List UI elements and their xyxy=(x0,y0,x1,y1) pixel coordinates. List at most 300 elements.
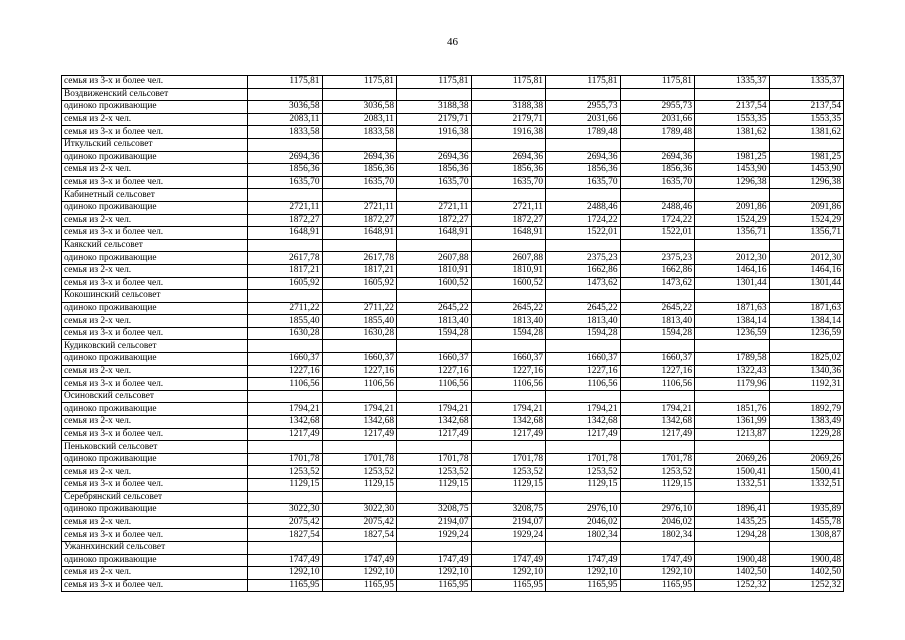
value-cell: 1635,70 xyxy=(546,176,621,189)
empty-cell xyxy=(695,239,770,252)
value-cell: 1660,37 xyxy=(397,353,472,366)
value-cell: 1701,78 xyxy=(620,453,695,466)
empty-cell xyxy=(546,491,621,504)
table-row xyxy=(62,315,844,328)
section-header-row xyxy=(62,290,844,303)
empty-cell xyxy=(620,390,695,403)
value-cell: 1747,49 xyxy=(546,554,621,567)
row-label: одиноко проживающие xyxy=(62,201,248,214)
value-cell: 1292,10 xyxy=(471,567,546,580)
table-row xyxy=(62,277,844,290)
row-label: семья из 2-х чел. xyxy=(62,516,248,529)
value-cell: 1292,10 xyxy=(620,567,695,580)
value-cell: 2607,88 xyxy=(471,252,546,265)
value-cell: 1660,37 xyxy=(620,353,695,366)
value-cell: 1332,51 xyxy=(695,479,770,492)
table-row xyxy=(62,403,844,416)
value-cell: 1900,48 xyxy=(695,554,770,567)
value-cell: 1500,41 xyxy=(695,466,770,479)
row-label: семья из 2-х чел. xyxy=(62,113,248,126)
value-cell: 1810,91 xyxy=(397,264,472,277)
value-cell: 3022,30 xyxy=(248,504,323,517)
row-label: одиноко проживающие xyxy=(62,101,248,114)
value-cell: 1833,58 xyxy=(248,126,323,139)
value-cell: 1217,49 xyxy=(471,428,546,441)
empty-cell xyxy=(471,88,546,101)
value-cell: 1630,28 xyxy=(248,327,323,340)
empty-cell xyxy=(769,491,844,504)
value-cell: 1402,50 xyxy=(695,567,770,580)
value-cell: 1301,44 xyxy=(769,277,844,290)
empty-cell xyxy=(620,491,695,504)
value-cell: 1810,91 xyxy=(471,264,546,277)
row-label: семья из 2-х чел. xyxy=(62,164,248,177)
value-cell: 1701,78 xyxy=(471,453,546,466)
table-row xyxy=(62,201,844,214)
value-cell: 1129,15 xyxy=(471,479,546,492)
value-cell: 1253,52 xyxy=(471,466,546,479)
empty-cell xyxy=(397,189,472,202)
value-cell: 2721,11 xyxy=(322,201,397,214)
value-cell: 1253,52 xyxy=(620,466,695,479)
value-cell: 1871,63 xyxy=(695,302,770,315)
value-cell: 2617,78 xyxy=(322,252,397,265)
value-cell: 1322,43 xyxy=(695,365,770,378)
section-header-row xyxy=(62,239,844,252)
value-cell: 2645,22 xyxy=(546,302,621,315)
empty-cell xyxy=(546,239,621,252)
value-cell: 3188,38 xyxy=(397,101,472,114)
table-row xyxy=(62,378,844,391)
empty-cell xyxy=(769,290,844,303)
value-cell: 1662,86 xyxy=(546,264,621,277)
value-cell: 1252,32 xyxy=(769,579,844,592)
value-cell: 2955,73 xyxy=(546,101,621,114)
value-cell: 1165,95 xyxy=(248,579,323,592)
value-cell: 1217,49 xyxy=(620,428,695,441)
value-cell: 1747,49 xyxy=(471,554,546,567)
value-cell: 1236,59 xyxy=(695,327,770,340)
empty-cell xyxy=(322,189,397,202)
table-row xyxy=(62,516,844,529)
value-cell: 2375,23 xyxy=(546,252,621,265)
row-label: семья из 2-х чел. xyxy=(62,214,248,227)
value-cell: 1648,91 xyxy=(248,227,323,240)
row-label: одиноко проживающие xyxy=(62,302,248,315)
value-cell: 2031,66 xyxy=(620,113,695,126)
value-cell: 2955,73 xyxy=(620,101,695,114)
value-cell: 1342,68 xyxy=(397,416,472,429)
table-row xyxy=(62,151,844,164)
value-cell: 1473,62 xyxy=(620,277,695,290)
value-cell: 1794,21 xyxy=(397,403,472,416)
value-cell: 1660,37 xyxy=(248,353,323,366)
empty-cell xyxy=(695,390,770,403)
value-cell: 2694,36 xyxy=(471,151,546,164)
value-cell: 1981,25 xyxy=(695,151,770,164)
value-cell: 1227,16 xyxy=(322,365,397,378)
value-cell: 1600,52 xyxy=(471,277,546,290)
section-title: Воздвиженский сельсовет xyxy=(62,88,248,101)
empty-cell xyxy=(471,491,546,504)
empty-cell xyxy=(471,239,546,252)
value-cell: 1165,95 xyxy=(397,579,472,592)
empty-cell xyxy=(248,491,323,504)
value-cell: 1701,78 xyxy=(322,453,397,466)
value-cell: 2617,78 xyxy=(248,252,323,265)
table-row xyxy=(62,214,844,227)
value-cell: 1605,92 xyxy=(248,277,323,290)
value-cell: 1217,49 xyxy=(322,428,397,441)
value-cell: 2976,10 xyxy=(620,504,695,517)
value-cell: 1817,21 xyxy=(322,264,397,277)
section-title: Осиновский сельсовет xyxy=(62,390,248,403)
value-cell: 1872,27 xyxy=(471,214,546,227)
value-cell: 1253,52 xyxy=(397,466,472,479)
value-cell: 1335,37 xyxy=(695,76,770,89)
value-cell: 1916,38 xyxy=(397,126,472,139)
value-cell: 1872,27 xyxy=(322,214,397,227)
value-cell: 1129,15 xyxy=(397,479,472,492)
value-cell: 1381,62 xyxy=(769,126,844,139)
value-cell: 2694,36 xyxy=(322,151,397,164)
value-cell: 1435,25 xyxy=(695,516,770,529)
value-cell: 1851,76 xyxy=(695,403,770,416)
value-cell: 3208,75 xyxy=(471,504,546,517)
value-cell: 1308,87 xyxy=(769,529,844,542)
value-cell: 1747,49 xyxy=(248,554,323,567)
value-cell: 1175,81 xyxy=(471,76,546,89)
table-row xyxy=(62,466,844,479)
value-cell: 1635,70 xyxy=(620,176,695,189)
value-cell: 1253,52 xyxy=(322,466,397,479)
table-row xyxy=(62,302,844,315)
value-cell: 2694,36 xyxy=(620,151,695,164)
value-cell: 1802,34 xyxy=(620,529,695,542)
row-label: семья из 2-х чел. xyxy=(62,365,248,378)
value-cell: 1227,16 xyxy=(620,365,695,378)
value-cell: 2075,42 xyxy=(322,516,397,529)
value-cell: 1794,21 xyxy=(471,403,546,416)
empty-cell xyxy=(248,390,323,403)
value-cell: 1813,40 xyxy=(620,315,695,328)
empty-cell xyxy=(248,189,323,202)
section-title: Ужаннхинский сельсовет xyxy=(62,541,248,554)
value-cell: 1660,37 xyxy=(322,353,397,366)
empty-cell xyxy=(546,441,621,454)
empty-cell xyxy=(546,138,621,151)
empty-cell xyxy=(322,138,397,151)
section-title: Иткульский сельсовет xyxy=(62,138,248,151)
value-cell: 1227,16 xyxy=(397,365,472,378)
section-title: Кабинетный сельсовет xyxy=(62,189,248,202)
value-cell: 1524,29 xyxy=(695,214,770,227)
empty-cell xyxy=(248,138,323,151)
empty-cell xyxy=(546,290,621,303)
table-row xyxy=(62,365,844,378)
table-row xyxy=(62,416,844,429)
row-label: семья из 3-х и более чел. xyxy=(62,378,248,391)
table-row xyxy=(62,252,844,265)
value-cell: 1227,16 xyxy=(546,365,621,378)
value-cell: 1217,49 xyxy=(397,428,472,441)
row-label: одиноко проживающие xyxy=(62,353,248,366)
empty-cell xyxy=(471,290,546,303)
value-cell: 2711,22 xyxy=(322,302,397,315)
value-cell: 1648,91 xyxy=(322,227,397,240)
empty-cell xyxy=(248,441,323,454)
empty-cell xyxy=(620,138,695,151)
value-cell: 1648,91 xyxy=(471,227,546,240)
value-cell: 1605,92 xyxy=(322,277,397,290)
value-cell: 1335,37 xyxy=(769,76,844,89)
value-cell: 1660,37 xyxy=(546,353,621,366)
empty-cell xyxy=(769,390,844,403)
value-cell: 1342,68 xyxy=(248,416,323,429)
value-cell: 1106,56 xyxy=(471,378,546,391)
value-cell: 2194,07 xyxy=(397,516,472,529)
empty-cell xyxy=(695,88,770,101)
value-cell: 3188,38 xyxy=(471,101,546,114)
value-cell: 1342,68 xyxy=(620,416,695,429)
table-row xyxy=(62,264,844,277)
value-cell: 2976,10 xyxy=(546,504,621,517)
value-cell: 1129,15 xyxy=(322,479,397,492)
value-cell: 1929,24 xyxy=(471,529,546,542)
row-label: семья из 3-х и более чел. xyxy=(62,227,248,240)
empty-cell xyxy=(322,541,397,554)
table-row xyxy=(62,164,844,177)
empty-cell xyxy=(248,340,323,353)
value-cell: 1635,70 xyxy=(322,176,397,189)
empty-cell xyxy=(397,340,472,353)
value-cell: 1229,28 xyxy=(769,428,844,441)
value-cell: 1662,86 xyxy=(620,264,695,277)
value-cell: 1453,90 xyxy=(695,164,770,177)
table-row xyxy=(62,529,844,542)
row-label: одиноко проживающие xyxy=(62,151,248,164)
section-title: Серебрянский сельсовет xyxy=(62,491,248,504)
value-cell: 1292,10 xyxy=(546,567,621,580)
value-cell: 1916,38 xyxy=(471,126,546,139)
table-row xyxy=(62,453,844,466)
empty-cell xyxy=(695,340,770,353)
section-header-row xyxy=(62,390,844,403)
empty-cell xyxy=(471,189,546,202)
value-cell: 3036,58 xyxy=(322,101,397,114)
value-cell: 1227,16 xyxy=(248,365,323,378)
empty-cell xyxy=(397,88,472,101)
empty-cell xyxy=(769,138,844,151)
value-cell: 1635,70 xyxy=(397,176,472,189)
empty-cell xyxy=(620,88,695,101)
value-cell: 1892,79 xyxy=(769,403,844,416)
value-cell: 1253,52 xyxy=(546,466,621,479)
page-number: 46 xyxy=(447,36,458,48)
value-cell: 1724,22 xyxy=(620,214,695,227)
section-title: Кокошинский сельсовет xyxy=(62,290,248,303)
empty-cell xyxy=(322,290,397,303)
value-cell: 2046,02 xyxy=(546,516,621,529)
table-row xyxy=(62,554,844,567)
value-cell: 1794,21 xyxy=(322,403,397,416)
table-row xyxy=(62,479,844,492)
empty-cell xyxy=(397,138,472,151)
value-cell: 1660,37 xyxy=(471,353,546,366)
value-cell: 3036,58 xyxy=(248,101,323,114)
value-cell: 1165,95 xyxy=(620,579,695,592)
value-cell: 2488,46 xyxy=(546,201,621,214)
empty-cell xyxy=(620,340,695,353)
section-title: Каякский сельсовет xyxy=(62,239,248,252)
value-cell: 1600,52 xyxy=(397,277,472,290)
empty-cell xyxy=(471,541,546,554)
value-cell: 2645,22 xyxy=(471,302,546,315)
table-row xyxy=(62,101,844,114)
value-cell: 2179,71 xyxy=(397,113,472,126)
table-row xyxy=(62,567,844,580)
value-cell: 1296,38 xyxy=(769,176,844,189)
value-cell: 1236,59 xyxy=(769,327,844,340)
value-cell: 1813,40 xyxy=(471,315,546,328)
empty-cell xyxy=(695,290,770,303)
value-cell: 1594,28 xyxy=(620,327,695,340)
value-cell: 1522,01 xyxy=(546,227,621,240)
empty-cell xyxy=(769,340,844,353)
value-cell: 3022,30 xyxy=(322,504,397,517)
value-cell: 2194,07 xyxy=(471,516,546,529)
value-cell: 1594,28 xyxy=(471,327,546,340)
value-cell: 2645,22 xyxy=(620,302,695,315)
empty-cell xyxy=(322,441,397,454)
value-cell: 1500,41 xyxy=(769,466,844,479)
tariff-table xyxy=(61,75,844,592)
value-cell: 1361,99 xyxy=(695,416,770,429)
value-cell: 1747,49 xyxy=(620,554,695,567)
value-cell: 1747,49 xyxy=(397,554,472,567)
value-cell: 1402,50 xyxy=(769,567,844,580)
value-cell: 2091,86 xyxy=(695,201,770,214)
value-cell: 1342,68 xyxy=(546,416,621,429)
value-cell: 2711,22 xyxy=(248,302,323,315)
empty-cell xyxy=(620,239,695,252)
value-cell: 1825,02 xyxy=(769,353,844,366)
value-cell: 2012,30 xyxy=(769,252,844,265)
value-cell: 2083,11 xyxy=(322,113,397,126)
value-cell: 1292,10 xyxy=(397,567,472,580)
empty-cell xyxy=(397,441,472,454)
row-label: семья из 2-х чел. xyxy=(62,567,248,580)
empty-cell xyxy=(322,88,397,101)
value-cell: 1473,62 xyxy=(546,277,621,290)
value-cell: 1794,21 xyxy=(248,403,323,416)
row-label: семья из 3-х и более чел. xyxy=(62,579,248,592)
value-cell: 1896,41 xyxy=(695,504,770,517)
value-cell: 1332,51 xyxy=(769,479,844,492)
value-cell: 2069,26 xyxy=(695,453,770,466)
value-cell: 1175,81 xyxy=(546,76,621,89)
table-row xyxy=(62,176,844,189)
value-cell: 2083,11 xyxy=(248,113,323,126)
empty-cell xyxy=(769,239,844,252)
value-cell: 2375,23 xyxy=(620,252,695,265)
empty-cell xyxy=(397,541,472,554)
value-cell: 1175,81 xyxy=(248,76,323,89)
value-cell: 2091,86 xyxy=(769,201,844,214)
value-cell: 1747,49 xyxy=(322,554,397,567)
empty-cell xyxy=(546,340,621,353)
value-cell: 1165,95 xyxy=(471,579,546,592)
value-cell: 1217,49 xyxy=(248,428,323,441)
value-cell: 2031,66 xyxy=(546,113,621,126)
empty-cell xyxy=(471,340,546,353)
value-cell: 1871,63 xyxy=(769,302,844,315)
section-title: Кудиковский сельсовет xyxy=(62,340,248,353)
value-cell: 1522,01 xyxy=(620,227,695,240)
value-cell: 1340,36 xyxy=(769,365,844,378)
value-cell: 2137,54 xyxy=(769,101,844,114)
value-cell: 1356,71 xyxy=(769,227,844,240)
value-cell: 1129,15 xyxy=(546,479,621,492)
value-cell: 2721,11 xyxy=(471,201,546,214)
empty-cell xyxy=(397,390,472,403)
value-cell: 1106,56 xyxy=(397,378,472,391)
row-label: одиноко проживающие xyxy=(62,252,248,265)
value-cell: 1192,31 xyxy=(769,378,844,391)
empty-cell xyxy=(546,88,621,101)
row-label: семья из 2-х чел. xyxy=(62,416,248,429)
value-cell: 1900,48 xyxy=(769,554,844,567)
table-row xyxy=(62,126,844,139)
value-cell: 1701,78 xyxy=(546,453,621,466)
value-cell: 1179,96 xyxy=(695,378,770,391)
empty-cell xyxy=(695,491,770,504)
value-cell: 1453,90 xyxy=(769,164,844,177)
value-cell: 1356,71 xyxy=(695,227,770,240)
value-cell: 1856,36 xyxy=(248,164,323,177)
value-cell: 1464,16 xyxy=(769,264,844,277)
value-cell: 1106,56 xyxy=(248,378,323,391)
value-cell: 1856,36 xyxy=(322,164,397,177)
value-cell: 1165,95 xyxy=(322,579,397,592)
value-cell: 1292,10 xyxy=(322,567,397,580)
value-cell: 1827,54 xyxy=(322,529,397,542)
empty-cell xyxy=(397,290,472,303)
value-cell: 1342,68 xyxy=(322,416,397,429)
value-cell: 1524,29 xyxy=(769,214,844,227)
row-label: семья из 2-х чел. xyxy=(62,315,248,328)
empty-cell xyxy=(695,189,770,202)
empty-cell xyxy=(620,189,695,202)
row-label: семья из 3-х и более чел. xyxy=(62,76,248,89)
value-cell: 1253,52 xyxy=(248,466,323,479)
value-cell: 1342,68 xyxy=(471,416,546,429)
value-cell: 1935,89 xyxy=(769,504,844,517)
section-header-row xyxy=(62,541,844,554)
empty-cell xyxy=(546,390,621,403)
value-cell: 1106,56 xyxy=(620,378,695,391)
empty-cell xyxy=(322,390,397,403)
value-cell: 2694,36 xyxy=(248,151,323,164)
value-cell: 1630,28 xyxy=(322,327,397,340)
empty-cell xyxy=(769,88,844,101)
empty-cell xyxy=(322,491,397,504)
value-cell: 1648,91 xyxy=(397,227,472,240)
value-cell: 1384,14 xyxy=(695,315,770,328)
table-row xyxy=(62,113,844,126)
value-cell: 1789,48 xyxy=(620,126,695,139)
value-cell: 1872,27 xyxy=(248,214,323,227)
